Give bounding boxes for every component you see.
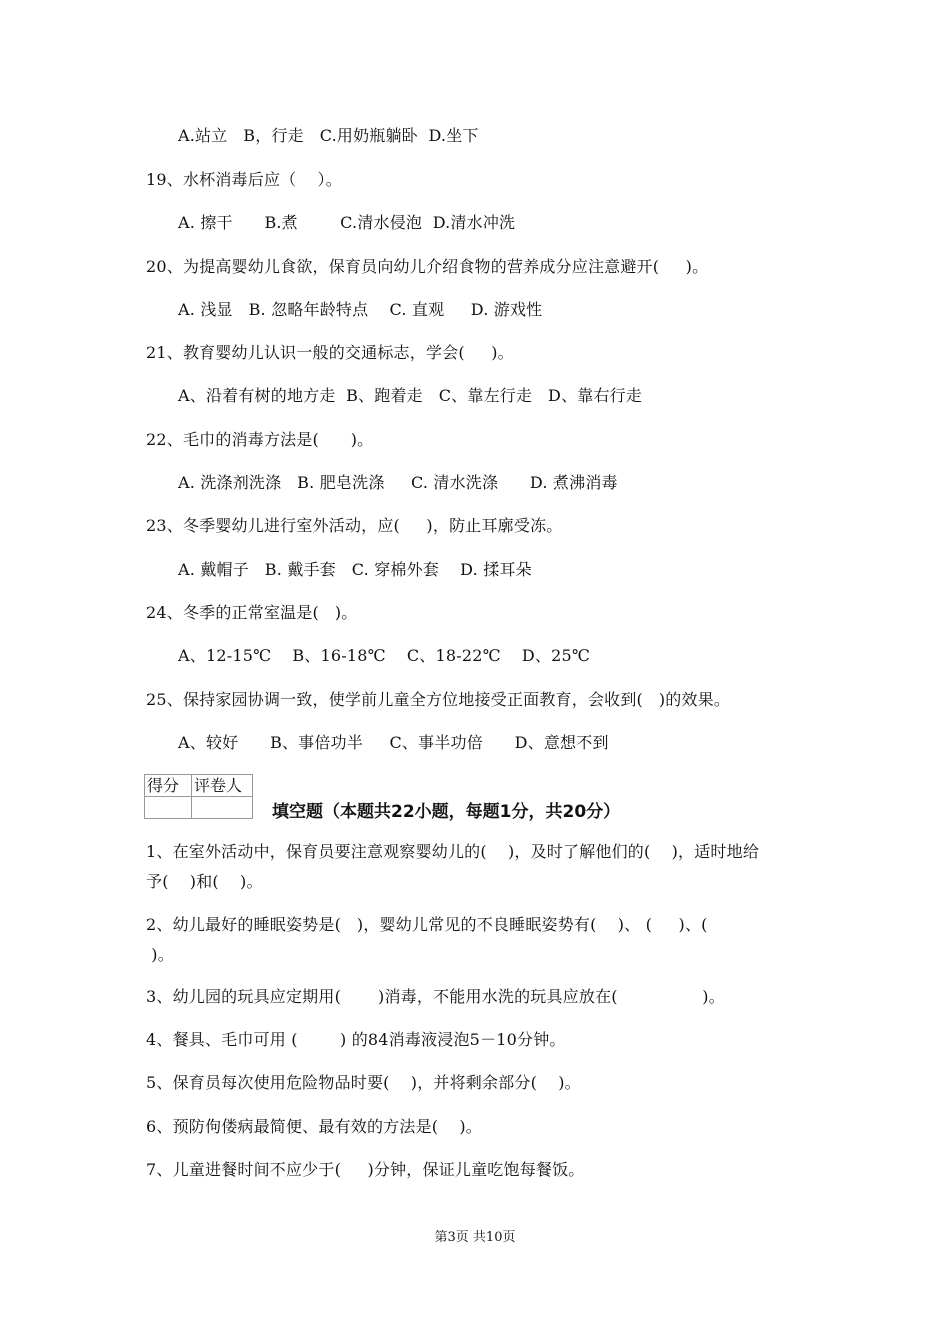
q25-stem: 25、保持家园协调一致，使学前儿童全方位地接受正面教育，会收到( )的效果。	[146, 690, 731, 709]
fill-q6: 6、预防佝偻病最简便、最有效的方法是( )。	[146, 1117, 483, 1136]
q21-options: A、沿着有树的地方走 B、跑着走 C、靠左行走 D、靠右行走	[178, 386, 643, 405]
q19-options: A. 擦干 B.煮 C.清水侵泡 D.清水冲洗	[178, 213, 516, 232]
fill-q2-line1: 2、幼儿最好的睡眠姿势是( )，婴幼儿常见的不良睡眠姿势有( )、 ( )、(	[146, 915, 708, 934]
q20-stem: 20、为提高婴幼儿食欲，保育员向幼儿介绍食物的营养成分应注意避开( )。	[146, 257, 709, 276]
fill-q4: 4、餐具、毛巾可用 ( ) 的84消毒液浸泡5－10分钟。	[146, 1030, 566, 1049]
fill-q5: 5、保育员每次使用危险物品时要( )，并将剩余部分( )。	[146, 1073, 581, 1092]
fill-q1-line2: 予( )和( )。	[146, 872, 263, 891]
fill-q2-line2: )。	[146, 945, 174, 964]
fill-q1-line1: 1、在室外活动中，保育员要注意观察婴幼儿的( )，及时了解他们的( )，适时地给	[146, 842, 760, 861]
score-label: 得分	[145, 775, 192, 797]
q24-stem: 24、冬季的正常室温是( )。	[146, 603, 358, 622]
q18-options: A.站立 B，行走 C.用奶瓶躺卧 D.坐下	[178, 126, 479, 145]
q24-options: A、12-15℃ B、16-18℃ C、18-22℃ D、25℃	[178, 646, 590, 665]
q22-stem: 22、毛巾的消毒方法是( )。	[146, 430, 374, 449]
grader-cell	[192, 797, 253, 819]
q20-options: A. 浅显 B. 忽略年龄特点 C. 直观 D. 游戏性	[178, 300, 543, 319]
q25-options: A、较好 B、事倍功半 C、事半功倍 D、意想不到	[178, 733, 609, 752]
fill-q3: 3、幼儿园的玩具应定期用( )消毒，不能用水洗的玩具应放在( )。	[146, 987, 725, 1006]
q22-options: A. 洗涤剂洗涤 B. 肥皂洗涤 C. 清水洗涤 D. 煮沸消毒	[178, 473, 618, 492]
page-footer: 第3页 共10页	[434, 1230, 516, 1245]
q23-options: A. 戴帽子 B. 戴手套 C. 穿棉外套 D. 揉耳朵	[178, 560, 532, 579]
fill-q7: 7、儿童进餐时间不应少于( )分钟，保证儿童吃饱每餐饭。	[146, 1160, 585, 1179]
q19-stem: 19、水杯消毒后应（ ）。	[146, 170, 342, 189]
section-title: 填空题（本题共22小题，每题1分，共20分）	[272, 802, 621, 822]
q21-stem: 21、教育婴幼儿认识一般的交通标志，学会( )。	[146, 343, 514, 362]
grader-label: 评卷人	[192, 775, 253, 797]
score-box	[144, 774, 253, 819]
score-cell	[145, 797, 192, 819]
q23-stem: 23、冬季婴幼儿进行室外活动，应( )，防止耳廓受冻。	[146, 516, 563, 535]
